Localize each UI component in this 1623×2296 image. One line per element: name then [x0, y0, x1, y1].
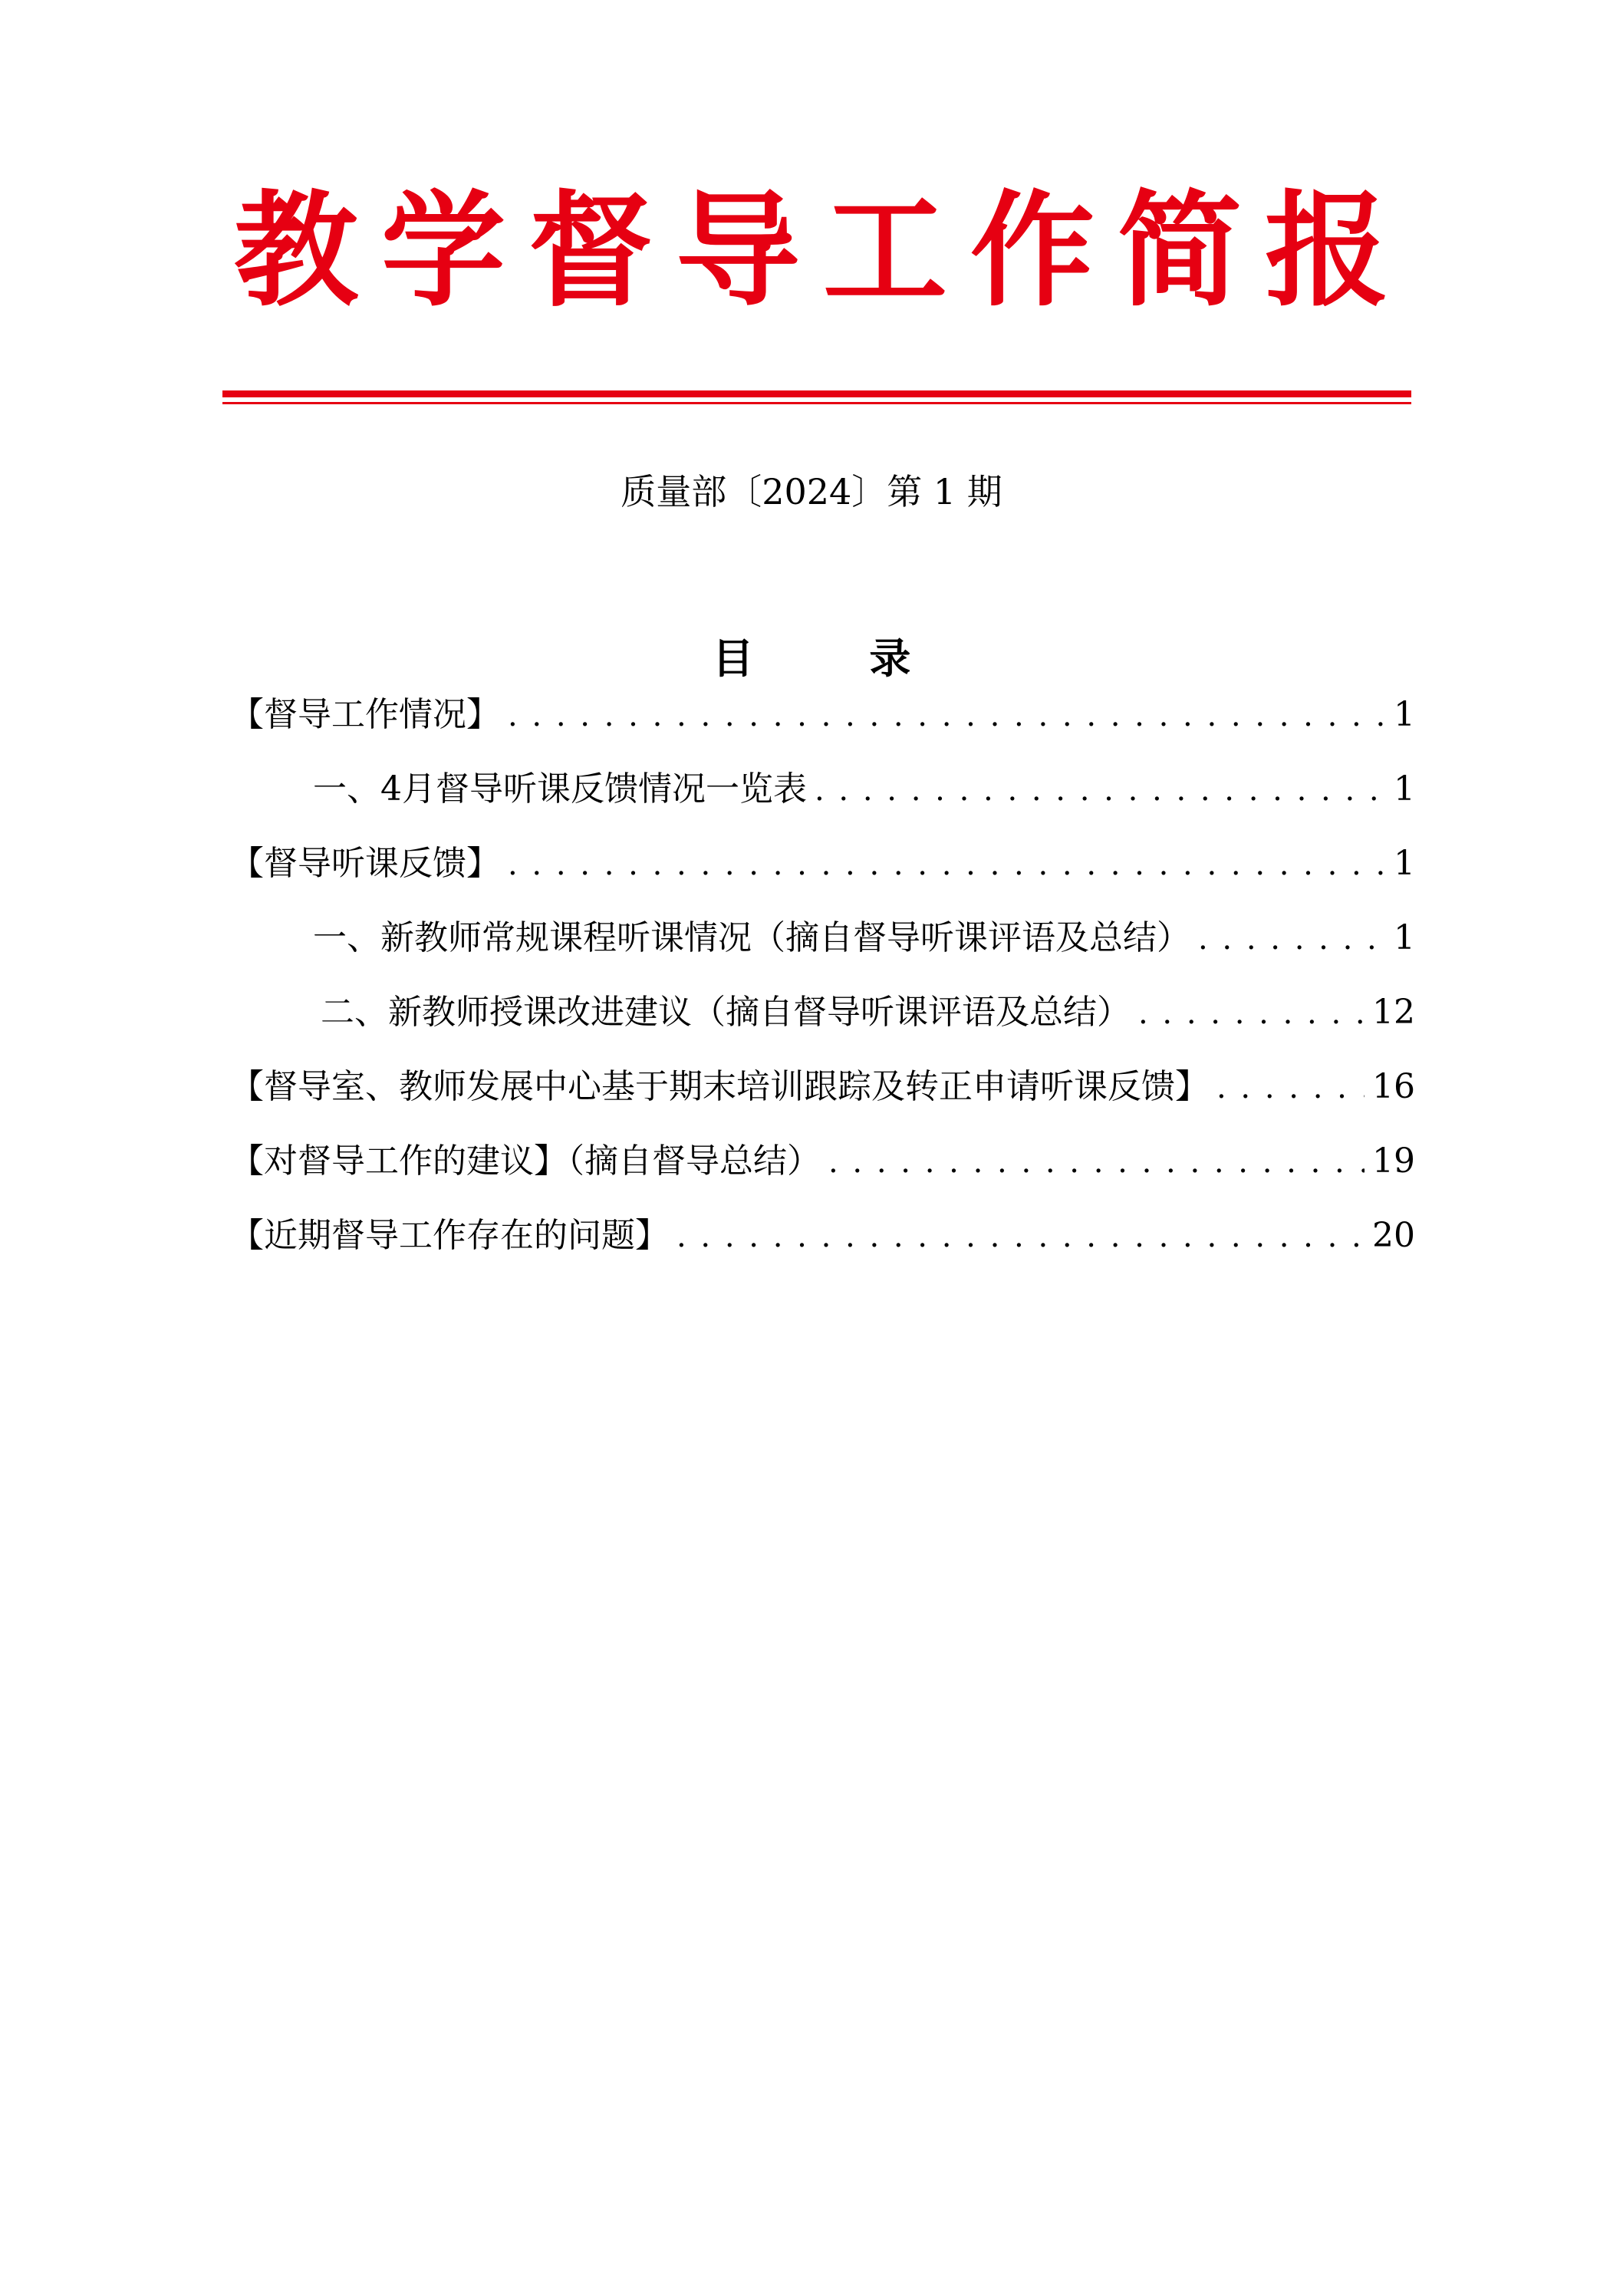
toc-entry-page: 19 — [1372, 1141, 1415, 1181]
toc-entry-new-teacher-suggestions[interactable] — [230, 986, 1415, 1060]
masthead-rule-thin — [222, 402, 1411, 404]
toc-entry-label: 一、4月督导听课反馈情况一览表 — [313, 769, 807, 809]
toc-entry-label: 【对督导工作的建议】（摘自督导总结） — [230, 1141, 821, 1181]
masthead-title: 教学督导工作简报 — [234, 180, 1412, 324]
toc-entry-label: 【督导工作情况】 — [230, 695, 500, 734]
toc-entry-page: 1 — [1394, 695, 1415, 734]
toc-leader-dots — [1198, 912, 1384, 966]
toc-entry-label: 二、新教师授课改进建议（摘自督导听课评语及总结） — [321, 993, 1131, 1032]
toc-entry-page: 16 — [1372, 1067, 1415, 1106]
issue-number: 质量部〔2024〕第 1 期 — [621, 471, 1002, 512]
toc-entry-suggestions[interactable] — [230, 1135, 1415, 1209]
toc-entry-page: 1 — [1394, 769, 1415, 809]
toc-entry-recent-problems[interactable] — [230, 1209, 1415, 1283]
toc-leader-dots — [508, 689, 1384, 743]
toc-entry-supervision-overview[interactable] — [230, 688, 1415, 763]
toc-entry-april-feedback-table[interactable] — [230, 763, 1415, 837]
toc-entry-page: 12 — [1372, 993, 1415, 1032]
toc-entry-training-followup[interactable] — [230, 1060, 1415, 1135]
toc-entry-label: 【督导听课反馈】 — [230, 844, 500, 883]
toc-entry-new-teacher-courses[interactable] — [230, 911, 1415, 986]
toc-entry-page: 1 — [1394, 918, 1415, 957]
toc-entry-label: 一、新教师常规课程听课情况（摘自督导听课评语及总结） — [313, 918, 1190, 957]
toc-entry-lecture-feedback[interactable] — [230, 837, 1415, 911]
toc-entry-page: 20 — [1372, 1216, 1415, 1255]
toc-leader-dots — [677, 1210, 1365, 1263]
toc-leader-dots — [1138, 987, 1365, 1040]
toc-leader-dots — [1216, 1061, 1365, 1115]
toc-leader-dots — [815, 763, 1384, 817]
toc-heading: 目 录 — [712, 634, 962, 683]
table-of-contents — [230, 688, 1415, 1283]
toc-entry-label: 【近期督导工作存在的问题】 — [230, 1216, 669, 1255]
masthead-rule-thick — [222, 390, 1411, 397]
toc-leader-dots — [828, 1135, 1365, 1189]
toc-leader-dots — [508, 838, 1384, 891]
toc-entry-label: 【督导室、教师发展中心基于期末培训跟踪及转正申请听课反馈】 — [230, 1067, 1209, 1106]
toc-entry-page: 1 — [1394, 844, 1415, 883]
